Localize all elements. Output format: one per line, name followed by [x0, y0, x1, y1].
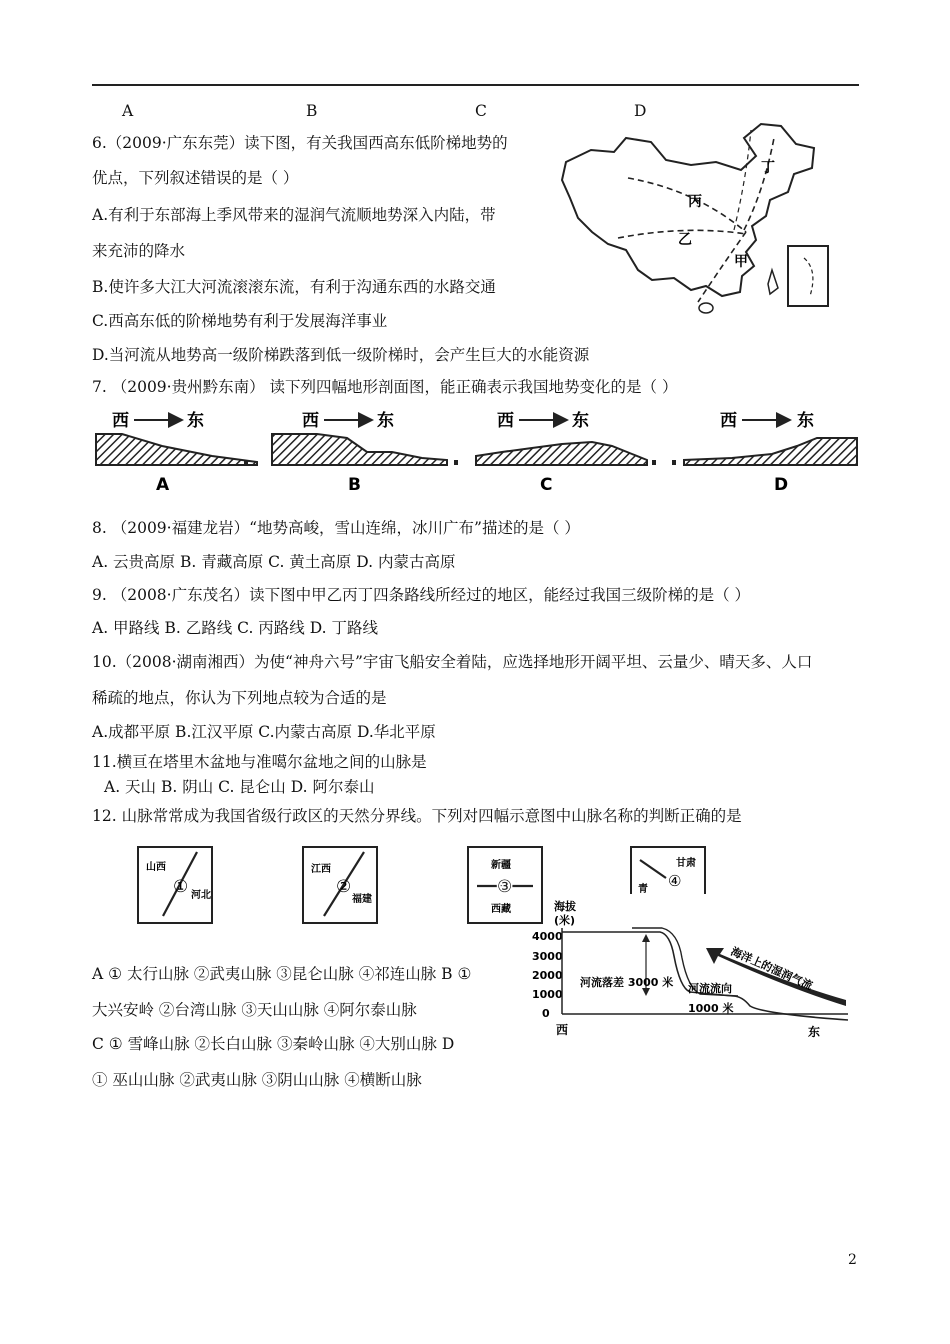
terrain-profiles	[92, 404, 862, 499]
q6-option-d: D.当河流从地势高一级阶梯跌落到低一级阶梯时，会产生巨大的水能资源	[92, 346, 590, 364]
box4-right: 甘肃	[676, 858, 696, 869]
hainan-island	[699, 303, 713, 313]
china-outline	[562, 124, 814, 296]
elev-ylabel-2: (米)	[554, 914, 576, 927]
q6-option-c: C.西高东低的阶梯地势有利于发展海洋事业	[92, 312, 388, 330]
q10-stem-line1: 10.（2008·湖南湘西）为使“神舟六号”宇宙飞船安全着陆，应选择地形开阔平坦、云量少、晴天多、人口	[92, 653, 813, 671]
box1-right: 河北	[191, 890, 211, 901]
mountain-box-1	[137, 846, 213, 924]
q8-options: A. 云贵高原 B. 青藏高原 C. 黄土高原 D. 内蒙古高原	[92, 553, 456, 571]
q6-option-a-line1: A.有利于东部海上季风带来的湿润气流顺地势深入内陆，带	[92, 206, 496, 224]
prev-option-d: D	[634, 102, 647, 120]
box3-bottom: 西藏	[491, 904, 511, 915]
map-label-yi: 乙	[678, 232, 692, 248]
elev-tick-0: 0	[542, 1007, 550, 1020]
q7-stem: 7. （2009·贵州黔东南） 读下列四幅地形剖面图，能正确表示我国地势变化的是（ ）	[92, 378, 678, 396]
q12-option-line1: A ① 太行山脉 ②武夷山脉 ③昆仑山脉 ④祁连山脉 B ①	[92, 965, 472, 983]
elev-west: 西	[556, 1023, 569, 1037]
box2-right: 福建	[352, 894, 372, 905]
profile-d-label: D	[774, 475, 789, 495]
mountain-box-4	[630, 846, 706, 894]
elev-dist-label: 1000 米	[688, 1002, 734, 1015]
elev-tick-1000: 1000	[532, 988, 563, 1001]
taiwan-island	[768, 270, 778, 294]
elev-ylabel-1: 海拔	[554, 900, 576, 913]
profile-c-east: 东	[572, 411, 589, 431]
elev-tick-2000: 2000	[532, 969, 563, 982]
box2-num: ②	[336, 877, 352, 897]
header-rule	[92, 84, 859, 86]
q11-stem: 11.横亘在塔里木盆地与准噶尔盆地之间的山脉是	[92, 753, 427, 771]
profile-a-west: 西	[112, 411, 129, 431]
profile-a	[96, 410, 257, 495]
map-label-bing: 丙	[688, 194, 702, 210]
route-bing	[628, 178, 746, 232]
box3-top: 新疆	[491, 860, 511, 871]
profile-c-label: C	[540, 475, 553, 495]
elev-drop-label: 河流落差 3000 米	[580, 976, 674, 989]
box4-left: 青	[638, 884, 648, 894]
q12-option-line4: ① 巫山山脉 ②武夷山脉 ③阴山山脉 ④横断山脉	[92, 1071, 422, 1089]
box4-num: ④	[668, 872, 682, 890]
profile-d-east: 东	[797, 411, 814, 431]
q6-stem-line2: 优点，下列叙述错误的是（ ）	[92, 169, 299, 187]
map-label-jia: 甲	[734, 254, 748, 270]
route-ding	[744, 138, 774, 230]
profile-a-label: A	[156, 475, 170, 495]
inset-dashes	[804, 258, 813, 296]
profile-c-west: 西	[497, 411, 514, 431]
prev-option-a: A	[122, 102, 134, 120]
profile-b	[272, 410, 458, 495]
profile-a-east: 东	[187, 411, 204, 431]
china-route-map	[556, 120, 846, 320]
page-number: 2	[848, 1252, 857, 1268]
profile-d	[672, 410, 857, 495]
profile-b-west: 西	[302, 411, 319, 431]
elev-tick-3000: 3000	[532, 950, 563, 963]
q9-stem: 9. （2008·广东茂名）读下图中甲乙丙丁四条路线所经过的地区，能经过我国三级阶梯的是（ ）	[92, 586, 751, 604]
q6-option-b: B.使许多大江大河流滚滚东流，有利于沟通东西的水路交通	[92, 278, 496, 296]
mountain-box-2	[302, 846, 378, 924]
q12-stem: 12. 山脉常常成为我国省级行政区的天然分界线。下列对四幅示意图中山脉名称的判断正确的是	[92, 807, 742, 825]
elev-flow-label: 河流流向	[688, 982, 732, 995]
q9-options: A. 甲路线 B. 乙路线 C. 丙路线 D. 丁路线	[92, 619, 378, 637]
q10-options: A.成都平原 B.江汉平原 C.内蒙古高原 D.华北平原	[92, 723, 436, 741]
prev-option-c: C	[475, 102, 487, 120]
elev-tick-4000: 4000	[532, 930, 563, 943]
south-sea-inset	[788, 246, 828, 306]
box1-num: ①	[173, 877, 189, 897]
q12-option-line3: C ① 雪峰山脉 ②长白山脉 ③秦岭山脉 ④大别山脉 D	[92, 1035, 455, 1053]
q11-options: A. 天山 B. 阴山 C. 昆仑山 D. 阿尔泰山	[104, 778, 375, 796]
box3-num: ③	[497, 877, 513, 897]
profile-b-label: B	[348, 475, 361, 495]
elevation-cross-section	[528, 896, 858, 1044]
map-label-ding: 丁	[761, 160, 775, 176]
profile-c	[476, 410, 656, 495]
q8-stem: 8. （2009·福建龙岩）“地势高峻，雪山连绵，冰川广布”描述的是（ ）	[92, 519, 580, 537]
box2-left: 江西	[311, 864, 331, 875]
profile-d-west: 西	[720, 411, 737, 431]
q12-option-line2: 大兴安岭 ②台湾山脉 ③天山山脉 ④阿尔泰山脉	[92, 1001, 417, 1019]
profile-b-east: 东	[377, 411, 394, 431]
q6-stem-line1: 6.（2009·广东东莞）读下图，有关我国西高东低阶梯地势的	[92, 134, 508, 152]
elev-air-label: 海洋上的湿润气流	[728, 944, 815, 993]
box1-left-1: 山西	[146, 862, 166, 873]
elev-east: 东	[808, 1025, 821, 1039]
q10-stem-line2: 稀疏的地点，你认为下列地点较为合适的是	[92, 689, 387, 707]
q6-option-a-line2: 来充沛的降水	[92, 242, 186, 260]
prev-option-b: B	[306, 102, 318, 120]
